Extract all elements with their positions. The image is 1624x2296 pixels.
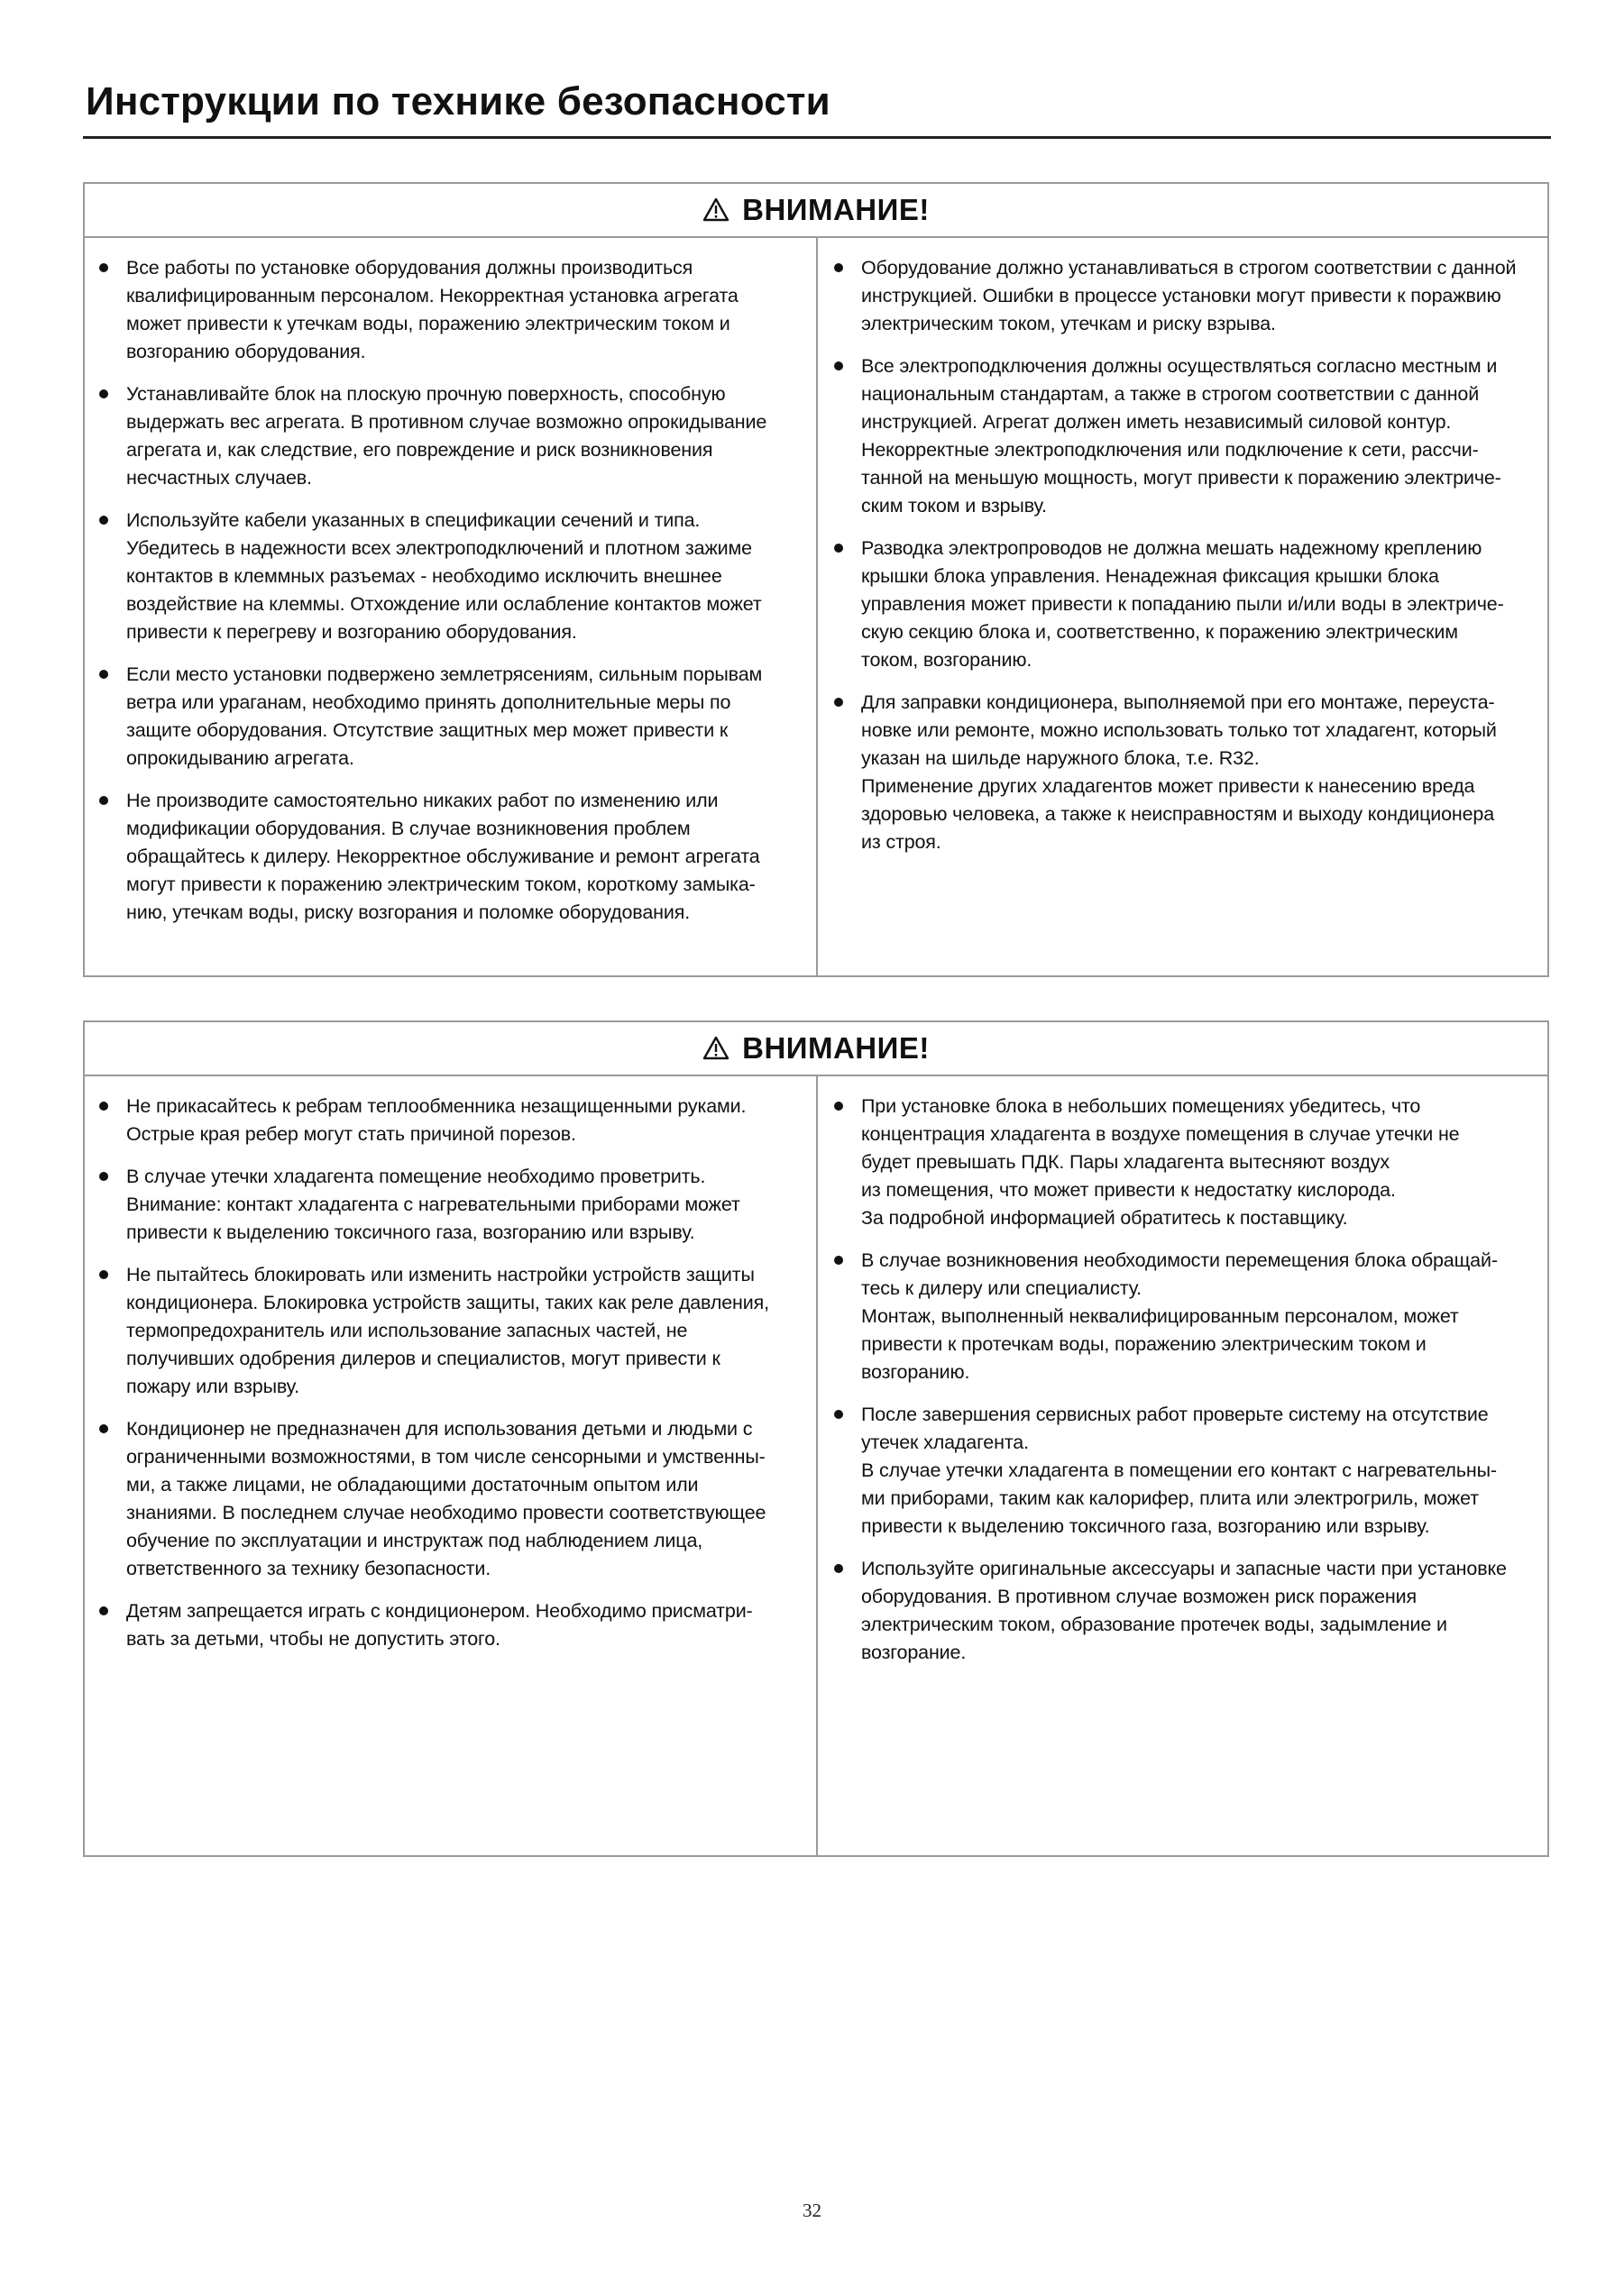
list-item: Кондиционер не предназначен для использования детьми и людьми с ограниченными возможностями, в том числе сенсорными и умственны- ми, а также лицами, не обладающими достаточным опытом или знаниями. В последнем случае необходимо провести соответствующее обучение по эксплуатации и инструктаж под наблюдением лица, ответственного за технику безопасности. [94, 1415, 800, 1583]
bullet-icon [99, 263, 108, 272]
panel-heading-text: ВНИМАНИЕ! [742, 193, 930, 226]
panel-heading [85, 1022, 1547, 1076]
bullet-icon [99, 1102, 108, 1111]
panel-2-right-column [816, 1076, 1547, 1855]
page-title: Инструкции по технике безопасности [86, 79, 830, 123]
page-number: 32 [803, 2200, 821, 2221]
bullet-icon [99, 516, 108, 525]
bullet-icon [99, 1424, 108, 1433]
list-item: Устанавливайте блок на плоскую прочную поверхность, способную выдержать вес агрегата. В противном случае возможно опрокидывание агрегата и, как следствие, его повреждение и риск возникновения несчастных случаев. [94, 380, 800, 492]
panel-heading [85, 184, 1547, 238]
list-item: Используйте оригинальные аксессуары и запасные части при установке оборудования. В противном случае возможен риск поражения электрическим током, образование протечек воды, задымление и возгорание. [829, 1555, 1531, 1667]
warning-panel-1 [83, 182, 1549, 977]
list-item: В случае возникновения необходимости перемещения блока обращай- тесь к дилеру или специалисту. Монтаж, выполненный неквалифицированным персоналом, может привести к протечкам воды, поражению электрическим током и возгоранию. [829, 1247, 1531, 1386]
bullet-icon [834, 263, 843, 272]
list-item: Используйте кабели указанных в спецификации сечений и типа. Убедитесь в надежности всех электроподключений и плотном зажиме контактов в клеммных разъемах - необходимо исключить внешнее воздействие на клеммы. Отхождение или ослабление контактов может привести к перегреву и возгоранию оборудования. [94, 507, 800, 646]
panel-1-left-column [85, 238, 816, 975]
list-item: В случае утечки хладагента помещение необходимо проветрить. Внимание: контакт хладагента с нагревательными приборами может привести к выделению токсичного газа, возгоранию или взрыву. [94, 1163, 800, 1247]
warning-panel-2 [83, 1020, 1549, 1857]
bullet-icon [99, 1606, 108, 1615]
bullet-icon [99, 670, 108, 679]
list-item: Не пытайтесь блокировать или изменить настройки устройств защиты кондиционера. Блокировка устройств защиты, таких как реле давления, термопредохранитель или использование запасных частей, не получивших одобрения дилеров и специалистов, могут привести к пожару или взрыву. [94, 1261, 800, 1401]
list-item: Для заправки кондиционера, выполняемой при его монтаже, переуста- новке или ремонте, можно использовать только тот хладагент, который указан на шильде наружного блока, т.е. R32. Применение других хладагентов может привести к нанесению вреда здоровью человека, а также к неисправностям и выходу кондиционера из строя. [829, 689, 1531, 856]
list-item: При установке блока в небольших помещениях убедитесь, что концентрация хладагента в воздухе помещения в случае утечки не будет превышать ПДК. Пары хладагента вытесняют воздух из помещения, что может привести к недостатку кислорода. За подробной информацией обратитесь к поставщику. [829, 1093, 1531, 1232]
bullet-icon [834, 1102, 843, 1111]
warning-icon [702, 1036, 729, 1060]
bullet-icon [99, 796, 108, 805]
list-item: Не прикасайтесь к ребрам теплообменника незащищенными руками. Острые края ребер могут стать причиной порезов. [94, 1093, 800, 1148]
panel-heading-text: ВНИМАНИЕ! [742, 1031, 930, 1065]
bullet-icon [99, 389, 108, 398]
list-item: Если место установки подвержено землетрясениям, сильным порывам ветра или ураганам, необходимо принять дополнительные меры по защите оборудования. Отсутствие защитных мер может привести к опрокидыванию агрегата. [94, 661, 800, 773]
bullet-icon [834, 1410, 843, 1419]
bullet-icon [834, 361, 843, 370]
bullet-icon [834, 1564, 843, 1573]
list-item: Не производите самостоятельно никаких работ по изменению или модификации оборудования. В случае возникновения проблем обращайтесь к дилеру. Некорректное обслуживание и ремонт агрегата могут привести к поражению электрическим током, короткому замыка- нию, утечкам воды, риску возгорания и поломке оборудования. [94, 787, 800, 927]
bullet-icon [834, 698, 843, 707]
bullet-icon [99, 1270, 108, 1279]
list-item: После завершения сервисных работ проверьте систему на отсутствие утечек хладагента. В случае утечки хладагента в помещении его контакт с нагревательны- ми приборами, таким как калорифер, плита или электрогриль, может привести к выделению токсичного газа, возгоранию или взрыву. [829, 1401, 1531, 1541]
bullet-icon [834, 1256, 843, 1265]
panel-1-right-column [816, 238, 1547, 975]
warning-icon [702, 197, 729, 222]
list-item: Все работы по установке оборудования должны производиться квалифицированным персоналом. Некорректная установка агрегата может привести к утечкам воды, поражению электрическим током и возгоранию оборудования. [94, 254, 800, 366]
bullet-icon [834, 544, 843, 553]
list-item: Оборудование должно устанавливаться в строгом соответствии с данной инструкцией. Ошибки в процессе установки могут привести к поражвию электрическим током, утечкам и риску взрыва. [829, 254, 1531, 338]
list-item: Детям запрещается играть с кондиционером. Необходимо присматри- вать за детьми, чтобы не допустить этого. [94, 1597, 800, 1653]
list-item: Разводка электропроводов не должна мешать надежному креплению крышки блока управления. Ненадежная фиксация крышки блока управления может привести к попаданию пыли и/или воды в электриче- скую секцию блока и, соответственно, к поражению электрическим током, возгоранию. [829, 535, 1531, 674]
list-item: Все электроподключения должны осуществляться согласно местным и национальным стандартам, а также в строгом соответствии с данной инструкцией. Агрегат должен иметь независимый силовой контур. Некорректные электроподключения или подключение к сети, рассчи- танной на меньшую мощность, могут привести к поражению электриче- ским током и взрыву. [829, 352, 1531, 520]
bullet-icon [99, 1172, 108, 1181]
title-divider [83, 136, 1551, 139]
panel-2-left-column [85, 1076, 816, 1855]
